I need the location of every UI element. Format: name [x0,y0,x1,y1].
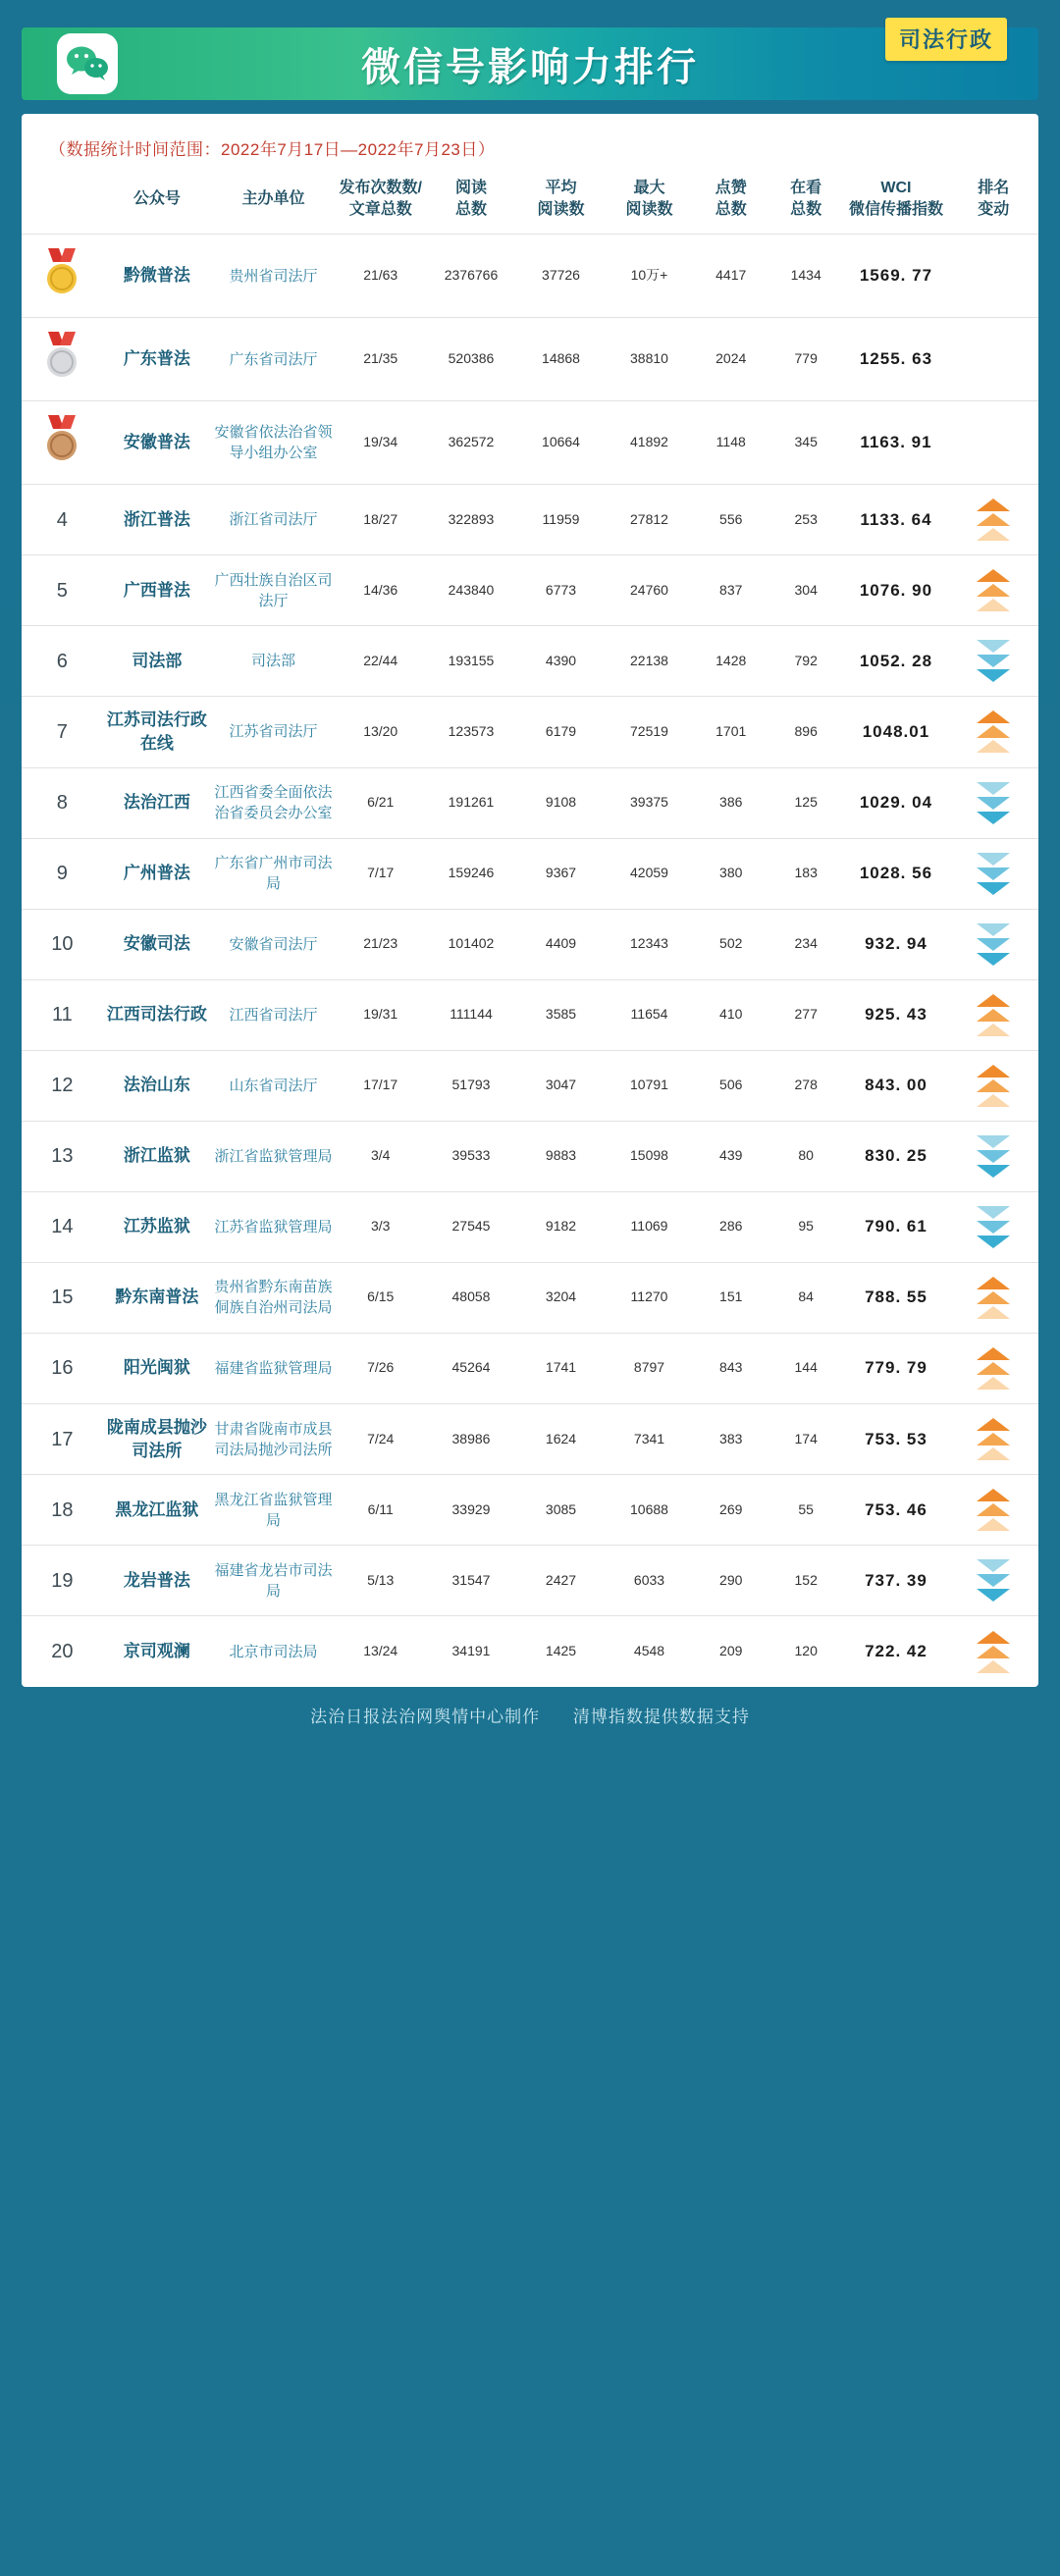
col-watch: 在看 总数 [790,180,822,218]
row-likes: 209 [719,1643,743,1659]
row-wci: 737. 39 [865,1570,928,1590]
table-row [22,838,1038,909]
table-row [22,401,1038,485]
row-trend-icon [948,767,1038,838]
row-likes: 383 [719,1430,743,1446]
row-max-reads: 7341 [633,1430,665,1446]
table-row [22,626,1038,697]
row-max-reads: 11654 [630,1006,668,1023]
row-account-name[interactable]: 安徽司法 [123,934,190,954]
row-avg-reads: 37726 [542,267,580,284]
row-rank: 16 [51,1357,74,1380]
row-rank: 17 [51,1428,74,1450]
row-organization: 江苏省监狱管理局 [214,1218,333,1235]
row-trend-icon [948,235,1038,318]
row-organization: 安徽省司法厅 [229,935,318,953]
row-watching: 95 [798,1218,814,1235]
row-posts: 7/26 [367,1359,395,1376]
row-wci: 722. 42 [865,1642,928,1661]
row-trend-icon [948,1475,1038,1546]
table-row [22,485,1038,555]
row-organization: 贵州省司法厅 [229,267,318,285]
row-total-reads: 33929 [451,1501,491,1518]
row-rank: 12 [51,1075,74,1097]
row-avg-reads: 6179 [545,723,577,740]
row-avg-reads: 1425 [545,1643,577,1659]
row-likes: 502 [719,935,743,952]
row-wci: 1029. 04 [859,793,933,813]
row-likes: 286 [719,1218,743,1235]
row-max-reads: 42059 [630,865,668,881]
row-wci: 1052. 28 [859,651,933,670]
row-total-reads: 51793 [451,1077,491,1093]
table-row [22,697,1038,768]
row-avg-reads: 3585 [545,1006,577,1023]
row-total-reads: 193155 [448,652,495,668]
col-org: 主办单位 [241,189,305,207]
col-posts: 发布次数数/ 文章总数 [339,180,422,218]
row-trend-icon [948,401,1038,485]
row-posts: 21/23 [363,935,398,952]
row-likes: 269 [719,1501,743,1518]
table-row [22,979,1038,1050]
wechat-icon [57,33,118,94]
row-rank: 15 [51,1287,74,1309]
row-wci: 1048.01 [862,722,930,742]
row-account-name[interactable]: 京司观澜 [123,1642,190,1661]
table-row [22,1121,1038,1191]
row-trend-icon [948,1333,1038,1403]
col-account: 公众号 [132,189,181,207]
row-account-name[interactable]: 广州普法 [123,864,190,883]
table-row [22,909,1038,979]
row-organization: 广东省广州市司法局 [214,855,333,893]
row-organization: 司法部 [251,653,296,670]
row-posts: 6/11 [367,1501,394,1518]
table-row [22,1546,1038,1616]
row-total-reads: 322893 [448,510,495,527]
row-likes: 1148 [716,434,746,450]
row-organization: 贵州省黔东南苗族侗族自治州司法局 [214,1279,333,1317]
row-trend-icon [948,626,1038,697]
row-avg-reads: 1624 [545,1430,577,1446]
row-trend-icon [948,1262,1038,1333]
row-posts: 3/4 [370,1147,391,1164]
row-avg-reads: 2427 [545,1572,577,1589]
date-range: （数据统计时间范围：2022年7月17日—2022年7月23日） [49,140,496,159]
row-rank [22,235,103,318]
row-wci: 1569. 77 [859,266,933,286]
row-total-reads: 45264 [451,1359,491,1376]
row-watching: 1434 [790,267,822,284]
row-account-name[interactable]: 黑龙江监狱 [115,1499,199,1519]
row-likes: 837 [719,581,743,598]
row-wci: 830. 25 [865,1146,928,1166]
row-watching: 304 [794,581,818,598]
col-max: 最大 阅读数 [625,180,673,218]
row-wci: 925. 43 [865,1005,928,1025]
row-rank: 19 [51,1569,74,1592]
row-account-name[interactable]: 江西司法行政 [106,1005,207,1025]
row-posts: 21/35 [363,350,398,367]
row-account-name[interactable]: 阳光闽狱 [123,1358,190,1378]
row-account-name[interactable]: 法治山东 [123,1076,190,1095]
row-trend-icon [948,1191,1038,1262]
row-account-name[interactable]: 广西普法 [123,580,190,600]
row-watching: 277 [794,1006,818,1023]
row-total-reads: 123573 [448,723,495,740]
col-reads: 阅读 总数 [454,180,487,218]
row-watching: 84 [798,1288,814,1305]
row-posts: 22/44 [363,652,398,668]
row-trend-icon [948,318,1038,401]
row-watching: 152 [794,1572,818,1589]
row-wci: 790. 61 [865,1217,928,1236]
row-max-reads: 8797 [633,1359,665,1376]
row-organization: 广西壮族自治区司法厅 [214,571,333,609]
row-organization: 浙江省司法厅 [229,511,318,529]
page-title: 微信号影响力排行 [361,45,699,89]
row-total-reads: 2376766 [444,267,499,284]
row-account-name[interactable]: 浙江监狱 [123,1146,190,1166]
row-watching: 183 [794,865,818,881]
row-avg-reads: 10664 [542,434,580,450]
row-trend-icon [948,1546,1038,1616]
row-likes: 556 [719,510,743,527]
row-max-reads: 4548 [633,1643,665,1659]
row-total-reads: 243840 [448,581,495,598]
row-likes: 151 [719,1288,743,1305]
row-posts: 21/63 [363,267,398,284]
row-trend-icon [948,1050,1038,1121]
row-rank: 18 [51,1498,74,1521]
row-organization: 浙江省监狱管理局 [214,1147,333,1165]
row-posts: 3/3 [370,1218,391,1235]
medal-icon [42,413,81,472]
row-max-reads: 10791 [630,1077,668,1093]
row-max-reads: 22138 [630,652,668,668]
row-organization: 广东省司法厅 [229,350,318,368]
row-wci: 1255. 63 [859,349,933,369]
row-max-reads: 11270 [630,1288,668,1305]
row-likes: 4417 [716,267,747,284]
medal-icon [42,330,81,389]
row-rank: 4 [56,508,68,531]
table-row [22,767,1038,838]
row-organization: 福建省龙岩市司法局 [214,1561,333,1600]
row-total-reads: 111144 [450,1006,493,1023]
row-account-name[interactable]: 浙江普法 [123,509,190,529]
row-likes: 290 [719,1572,743,1589]
row-account-name[interactable]: 黔东南普法 [115,1288,199,1307]
row-rank: 8 [56,792,68,815]
row-rank: 5 [56,579,68,602]
table-body [22,235,1038,1687]
row-trend-icon [948,1403,1038,1475]
row-avg-reads: 4390 [545,652,577,668]
row-wci: 788. 55 [865,1288,928,1307]
row-total-reads: 362572 [448,434,495,450]
row-rank: 6 [56,650,68,672]
row-watching: 174 [794,1430,818,1446]
footer [22,1687,1038,1739]
row-max-reads: 11069 [630,1218,668,1235]
table-row [22,1262,1038,1333]
col-likes: 点赞 总数 [715,180,747,218]
row-posts: 7/17 [367,865,395,881]
row-watching: 896 [794,723,818,740]
row-max-reads: 38810 [630,350,668,367]
row-account-name[interactable]: 广东普法 [123,349,190,369]
row-avg-reads: 9883 [545,1147,577,1164]
row-avg-reads: 4409 [545,935,577,952]
row-posts: 14/36 [363,581,398,598]
row-organization: 江西省委全面依法治省委员会办公室 [214,784,333,822]
row-trend-icon [948,697,1038,768]
row-organization: 黑龙江省监狱管理局 [214,1491,333,1529]
table-row [22,1475,1038,1546]
row-total-reads: 101402 [448,935,495,952]
table-row [22,318,1038,401]
row-organization: 安徽省依法治省领导小组办公室 [214,424,333,462]
row-avg-reads: 3085 [545,1501,577,1518]
row-likes: 2024 [716,350,747,367]
row-posts: 6/15 [367,1288,395,1305]
row-avg-reads: 9182 [545,1218,577,1235]
row-wci: 1133. 64 [860,509,932,529]
row-max-reads: 72519 [630,723,668,740]
row-wci: 1076. 90 [859,580,933,600]
row-total-reads: 27545 [451,1218,491,1235]
row-max-reads: 6033 [633,1572,665,1589]
row-account-name[interactable]: 法治江西 [123,793,190,813]
row-trend-icon [948,838,1038,909]
row-total-reads: 520386 [448,350,495,367]
row-total-reads: 38986 [451,1430,491,1446]
row-max-reads: 41892 [630,434,668,450]
row-trend-icon [948,1121,1038,1191]
col-avg: 平均 阅读数 [537,180,585,218]
row-watching: 80 [798,1147,814,1164]
row-rank [22,318,103,401]
row-max-reads: 12343 [630,935,668,952]
row-account-name[interactable]: 江苏司法行政在线 [106,710,207,753]
row-posts: 13/24 [363,1643,398,1659]
table-row [22,555,1038,626]
row-watching: 234 [794,935,818,952]
row-likes: 1701 [716,723,747,740]
col-trend: 排名 变动 [978,180,1010,218]
row-wci: 1028. 56 [859,864,933,883]
row-watching: 278 [794,1077,818,1093]
row-watching: 779 [794,350,818,367]
row-avg-reads: 14868 [542,350,580,367]
table-row [22,235,1038,318]
row-account-name[interactable]: 司法部 [132,651,183,670]
category-tag: 司法行政 [885,18,1007,61]
row-likes: 410 [719,1006,743,1023]
row-max-reads: 15098 [630,1147,668,1164]
row-total-reads: 31547 [451,1572,491,1589]
row-wci: 932. 94 [865,934,928,954]
row-organization: 江西省司法厅 [229,1006,318,1024]
row-avg-reads: 11959 [542,510,580,527]
row-total-reads: 34191 [451,1643,491,1659]
row-max-reads: 10688 [630,1501,668,1518]
row-watching: 144 [794,1359,818,1376]
row-avg-reads: 1741 [545,1359,577,1376]
row-total-reads: 48058 [451,1288,491,1305]
row-avg-reads: 9367 [545,865,577,881]
row-max-reads: 10万+ [630,267,668,284]
row-organization: 江苏省司法厅 [229,723,318,741]
row-total-reads: 159246 [448,865,495,881]
row-account-name[interactable]: 安徽普法 [123,433,190,452]
ranking-card [22,114,1038,1687]
row-rank: 14 [51,1216,74,1238]
row-trend-icon [948,1616,1038,1687]
row-max-reads: 27812 [630,510,668,527]
row-rank: 10 [51,933,74,956]
row-watching: 345 [794,434,818,450]
row-account-name[interactable]: 江苏监狱 [123,1217,190,1236]
row-watching: 55 [798,1501,814,1518]
row-rank [22,401,103,485]
row-posts: 19/31 [363,1006,398,1023]
row-likes: 506 [719,1077,743,1093]
row-wci: 843. 00 [865,1076,928,1095]
row-organization: 甘肃省陇南市成县司法局抛沙司法所 [214,1420,333,1458]
row-posts: 19/34 [363,434,398,450]
row-likes: 386 [719,794,743,811]
row-posts: 13/20 [363,723,398,740]
row-likes: 1428 [716,652,747,668]
row-rank: 7 [56,720,68,743]
row-posts: 17/17 [363,1077,398,1093]
footer-left: 法治日报法治网舆情中心制作 [310,1707,541,1726]
row-watching: 792 [794,652,818,668]
table-header [22,174,1038,235]
row-wci: 779. 79 [865,1358,928,1378]
row-likes: 843 [719,1359,743,1376]
table-row [22,1403,1038,1475]
row-likes: 380 [719,865,743,881]
row-trend-icon [948,909,1038,979]
row-account-name[interactable]: 黔微普法 [123,266,190,286]
row-trend-icon [948,485,1038,555]
table-row [22,1333,1038,1403]
row-organization: 福建省监狱管理局 [214,1359,333,1377]
row-rank: 20 [51,1641,74,1663]
row-total-reads: 39533 [451,1147,491,1164]
row-watching: 253 [794,510,818,527]
row-likes: 439 [719,1147,743,1164]
table-row [22,1191,1038,1262]
table-row [22,1616,1038,1687]
row-avg-reads: 3047 [545,1077,577,1093]
row-wci: 753. 53 [865,1429,928,1448]
row-max-reads: 24760 [630,581,668,598]
row-watching: 125 [794,794,818,811]
row-account-name[interactable]: 陇南成县抛沙司法所 [106,1417,207,1460]
row-avg-reads: 9108 [545,794,577,811]
row-wci: 753. 46 [865,1499,928,1519]
row-rank: 9 [56,863,68,885]
ranking-table [22,174,1038,1687]
footer-right: 清博指数提供数据支持 [572,1707,750,1726]
table-row [22,1050,1038,1121]
medal-icon [42,246,81,305]
col-rank [22,174,103,235]
row-rank: 13 [51,1145,74,1168]
row-trend-icon [948,979,1038,1050]
row-avg-reads: 6773 [545,581,577,598]
row-avg-reads: 3204 [545,1288,577,1305]
col-wci: WCI 微信传播指数 [848,180,943,218]
row-posts: 18/27 [363,510,398,527]
row-account-name[interactable]: 龙岩普法 [123,1570,190,1590]
row-posts: 7/24 [367,1430,395,1446]
row-posts: 5/13 [367,1572,395,1589]
row-trend-icon [948,555,1038,626]
header [22,18,1038,104]
row-total-reads: 191261 [448,794,495,811]
row-watching: 120 [794,1643,818,1659]
row-max-reads: 39375 [630,794,668,811]
row-rank: 11 [51,1004,73,1026]
row-posts: 6/21 [367,794,395,811]
row-wci: 1163. 91 [860,433,932,452]
row-organization: 北京市司法局 [229,1643,318,1660]
row-organization: 山东省司法厅 [229,1077,318,1094]
